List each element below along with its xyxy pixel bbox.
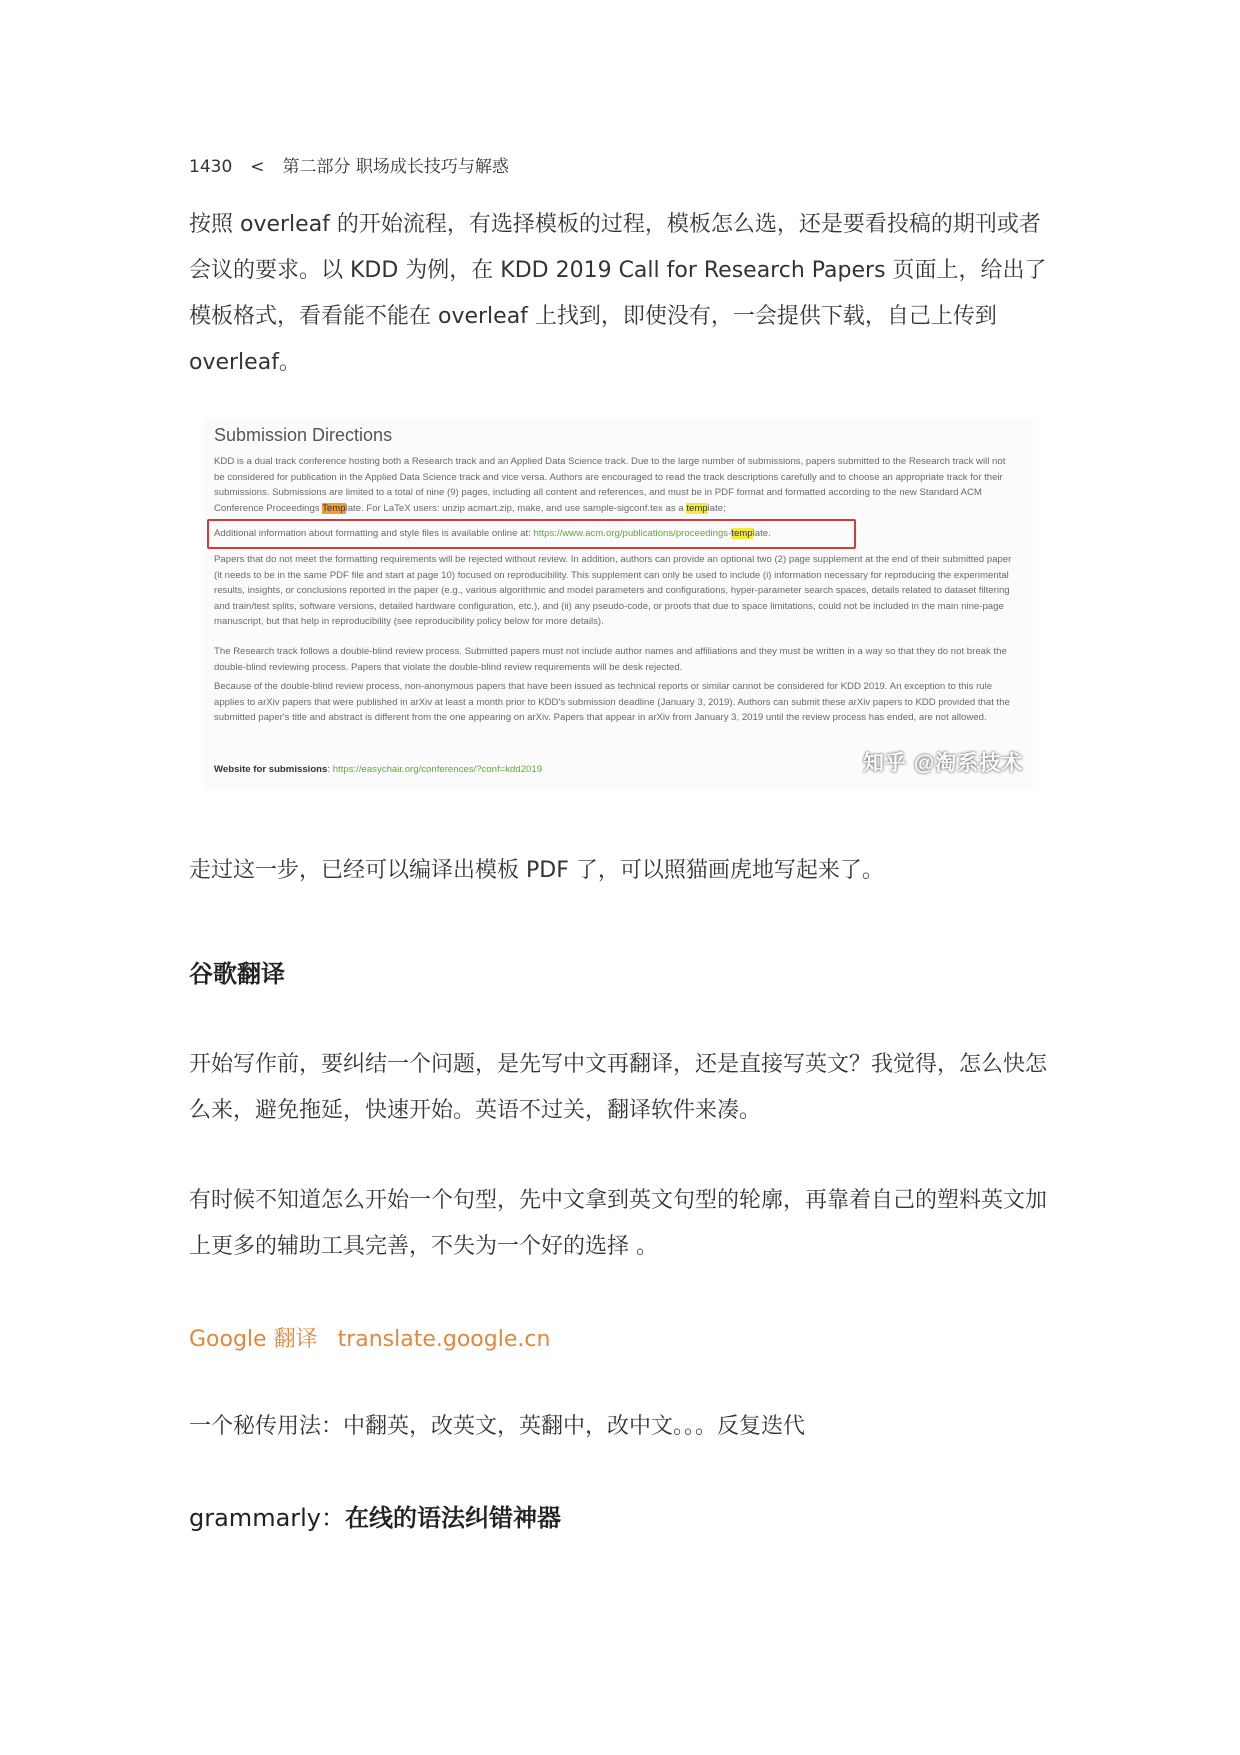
screenshot-paragraph-3: The Research track follows a double-blind review process. Submitted papers must not include author names and affiliations and they must be written in a way so that they do not break the double-blind reviewing process. Papers that violate the double-blind review requirements will be desk rejected. xyxy=(214,646,1007,673)
easychair-link[interactable]: https://easychair.org/conferences/?conf=kdd2019 xyxy=(332,764,543,775)
highlight-box xyxy=(207,519,856,549)
highlight-template-2: temp xyxy=(686,502,708,514)
heading-google-translate: 谷歌翻译 xyxy=(189,960,285,988)
screenshot-paragraph-4: Because of the double-blind review process, non-anonymous papers that have been issued as technical reports or similar cannot be considered for KDD 2019. An exception to this rule applies to arXiv papers that were published in arXiv at least a month prior to KDD's submission deadline (January 3, 2019). Authors can submit these arXiv papers to KDD provided that the submitted paper's title and abstract is different from the one appearing on arXiv. Papers that appear in arXiv from January 3, 2019 until the review process has ended, are not allowed. xyxy=(214,681,1010,724)
screenshot-paragraph-2: Papers that do not meet the formatting requirements will be rejected without review. In addition, authors can provide an optional two (2) page supplement at the end of their submitted paper (it needs to be in the same PDF file and start at page 10) focused on reproducibility. This supplement can only be used to include (i) information necessary for reproducing the experimental results, insights, or conclusions reported in the paper (e.g., various algorithmic and model parameters and configurations, hyper-parameter search spaces, details related to dataset filtering and train/test splits, software versions, detailed hardware configuration, etc.), and (ii) any pseudo-code, or proofs that due to space limitations, could not be included in the main nine-page manuscript, but that help in reproducibility (see reproducibility policy below for more details). xyxy=(214,554,1012,628)
translate-paragraph-1: 开始写作前，要纠结一个问题，是先写中文再翻译，还是直接写英文？我觉得，怎么快怎么来，避免拖延，快速开始。英语不过关，翻译软件来凑。 xyxy=(189,1052,1048,1123)
screenshot-title: Submission Directions xyxy=(214,425,393,445)
google-translate-label[interactable]: Google 翻译 xyxy=(189,1327,318,1352)
highlight-template-1: Temp xyxy=(322,502,346,514)
section-title: 第二部分 职场成长技巧与解惑 xyxy=(282,157,509,177)
box-text: Additional information about formatting and style files is available online at: https://www.acm.org/publications/proceedings-template. xyxy=(214,528,771,539)
after-screenshot-paragraph: 走过这一步，已经可以编译出模板 PDF 了，可以照猫画虎地写起来了。 xyxy=(189,858,884,883)
header-separator: < xyxy=(250,157,265,177)
page-number: 1430 xyxy=(189,157,233,177)
heading-grammarly xyxy=(189,1498,561,1533)
translate-paragraph-2: 有时候不知道怎么开始一个句型，先中文拿到英文句型的轮廓，再靠着自己的塑料英文加上更多的辅助工具完善，不失为一个好的选择 。 xyxy=(189,1188,1048,1259)
page-header xyxy=(189,152,509,177)
zhihu-watermark: 知乎 @淘系技术 xyxy=(863,752,1024,775)
grammarly-prefix: grammarly： xyxy=(189,1504,346,1532)
google-translate-link[interactable] xyxy=(189,1322,550,1353)
tip-paragraph: 一个秘传用法：中翻英，改英文，英翻中，改中文。。。反复迭代 xyxy=(189,1414,806,1439)
highlight-template-3: temp xyxy=(731,528,753,539)
acm-link[interactable]: https://www.acm.org/publications/proceedings- xyxy=(533,528,732,539)
kdd-screenshot xyxy=(203,418,1033,790)
screenshot-paragraph-1: KDD is a dual track conference hosting both a Research track and an Applied Data Science track. Due to the large number of submissions, papers submitted to the Research track will not be considered for publication in the Applied Data Science track and vice versa. Authors are encouraged to read the track descriptions carefully and to choose an appropriate track for their submissions. Submissions are limited to a total of nine (9) pages, including all content and references, and must be in PDF format and formatted according to the new Standard ACM Conference Proceedings Template. For LaTeX users: unzip acmart.zip, make, and use sample-sigconf.tex as a template; xyxy=(214,456,1006,514)
google-translate-url[interactable]: translate.google.cn xyxy=(337,1327,551,1352)
submission-site: Website for submissions: https://easychair.org/conferences/?conf=kdd2019 xyxy=(214,764,543,775)
intro-paragraph: 按照 overleaf 的开始流程，有选择模板的过程，模板怎么选，还是要看投稿的期刊或者会议的要求。以 KDD 为例，在 KDD 2019 Call for Research Papers 页面上，给出了模板格式，看看能不能在 overleaf 上找到，即使没有，一会提供下载，自己上传到 overleaf。 xyxy=(189,212,1047,375)
grammarly-rest: 在线的语法纠错神器 xyxy=(345,1504,562,1532)
